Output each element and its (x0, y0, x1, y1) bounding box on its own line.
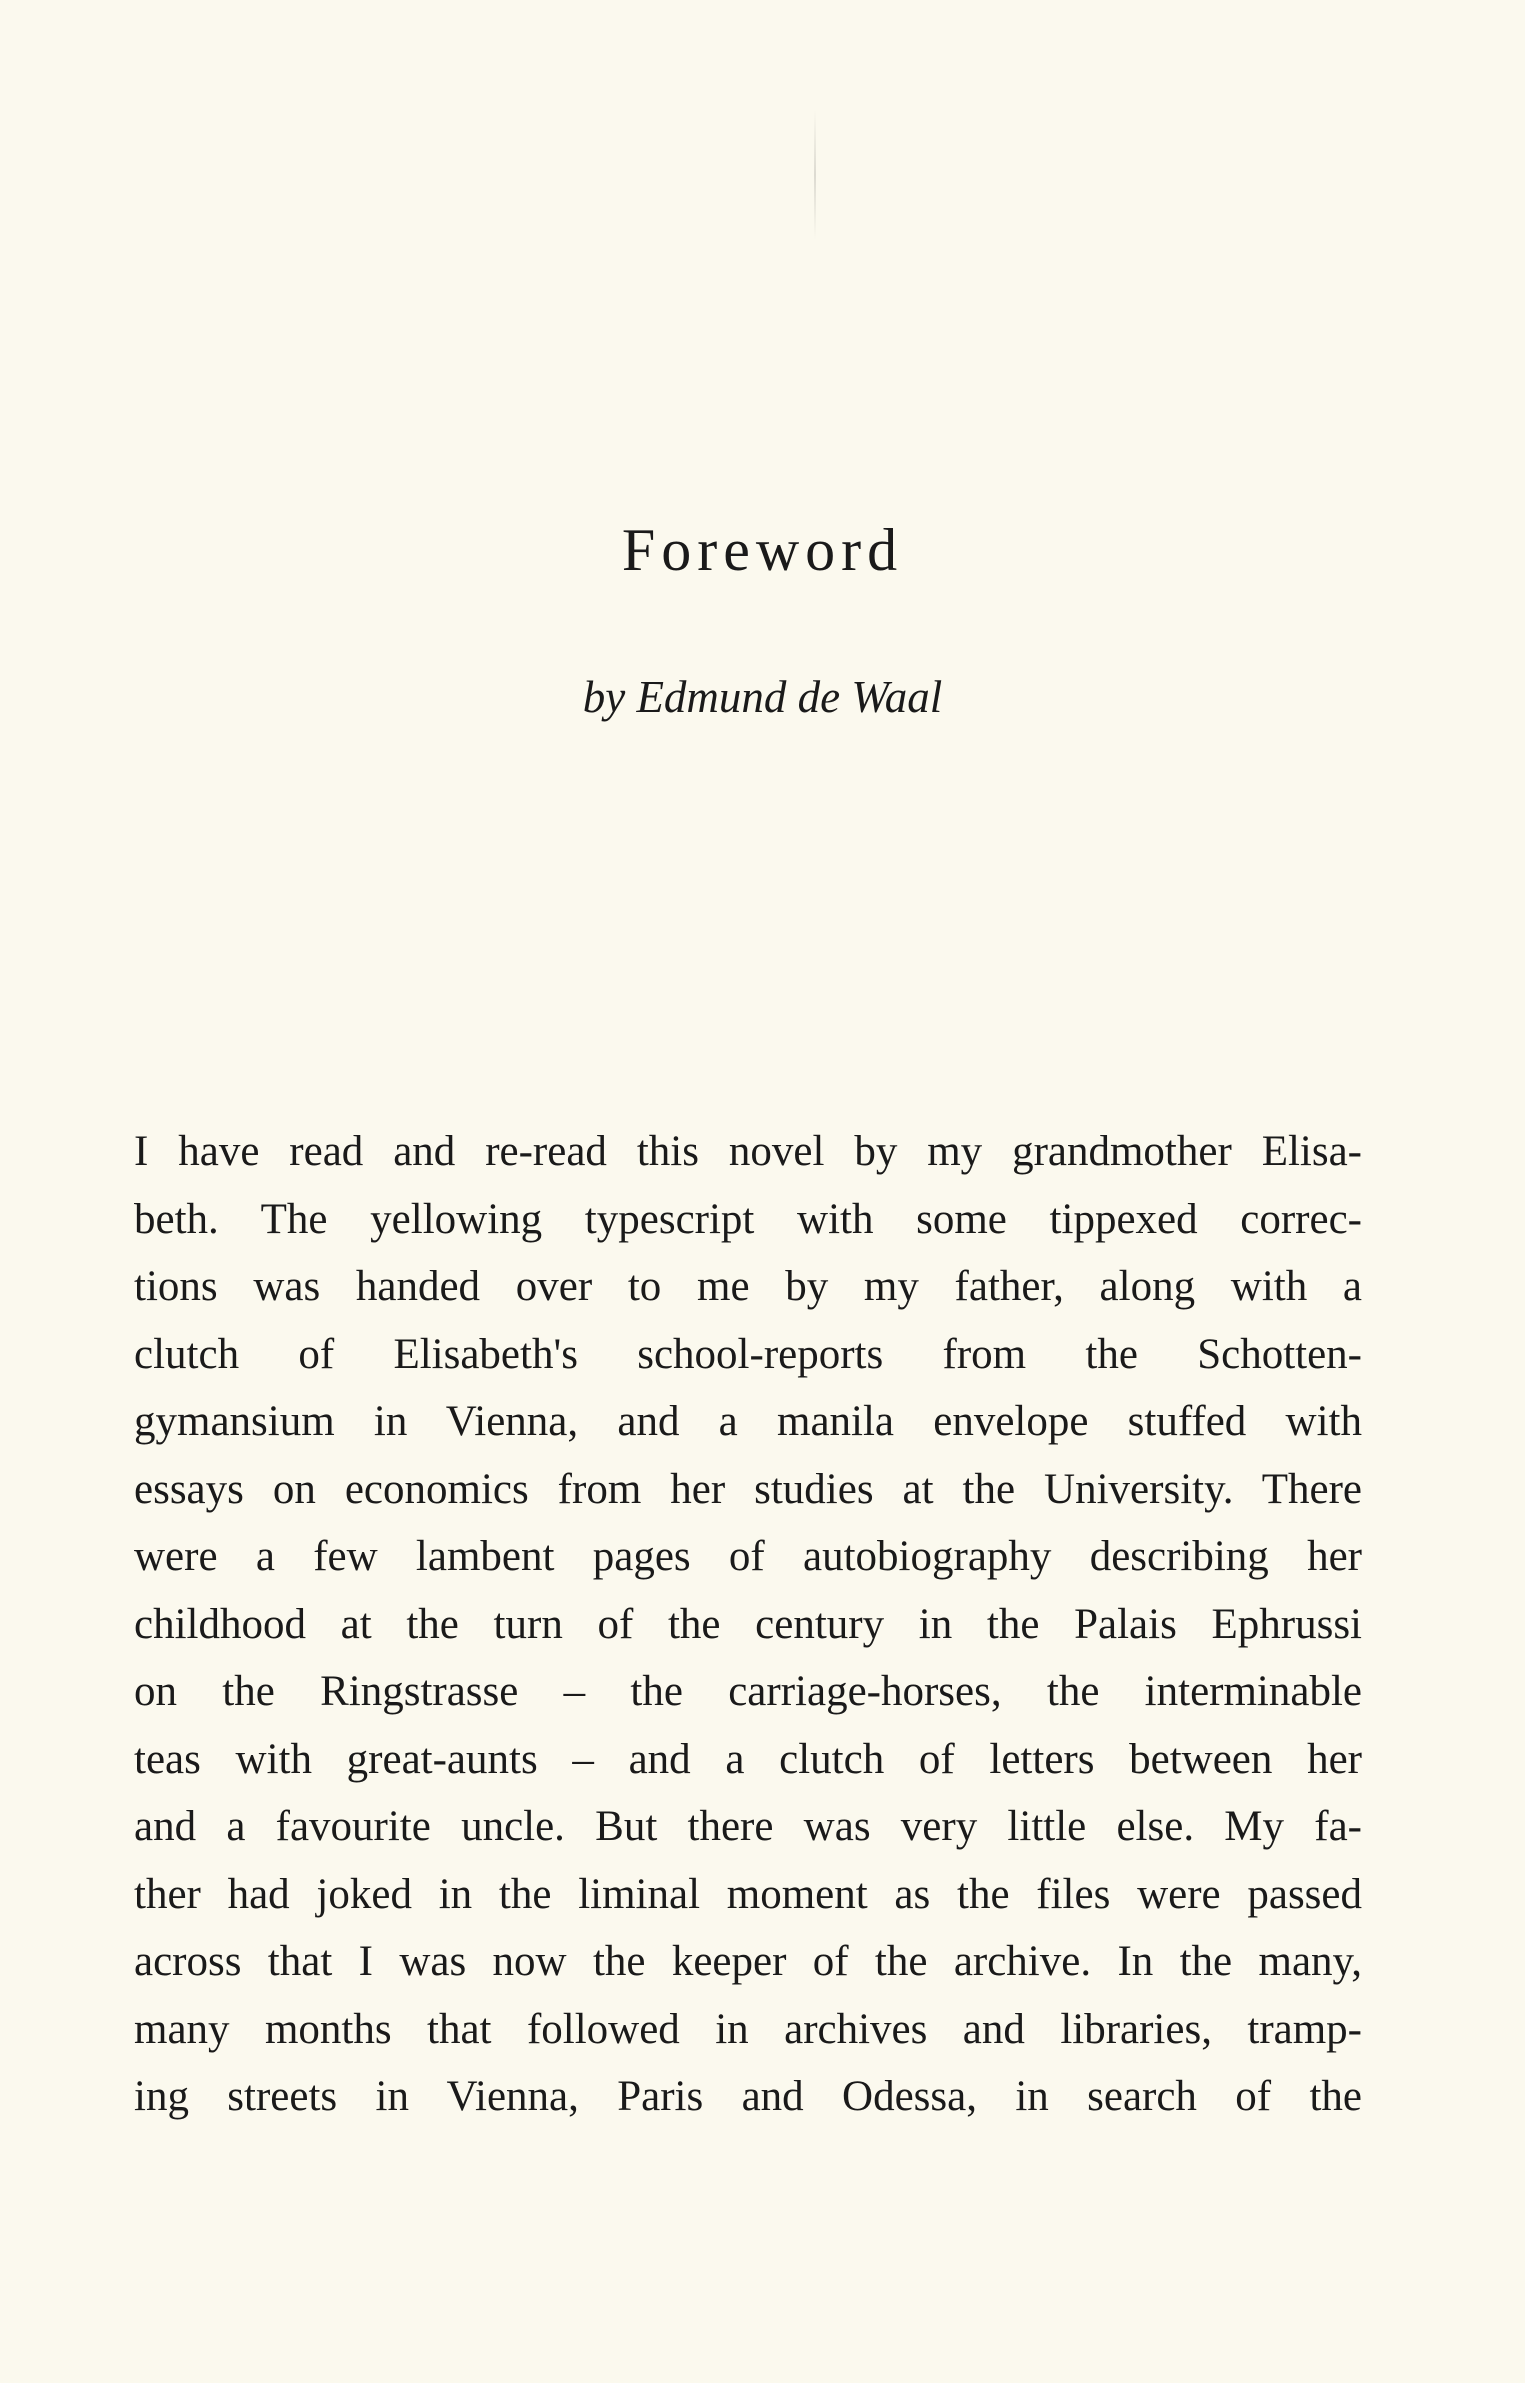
text-line: and a favourite uncle. But there was very little else. My fa- (134, 1803, 1362, 1850)
chapter-title: Foreword (621, 517, 904, 583)
text-line: gymansium in Vienna, and a manila envelope stuffed with (134, 1398, 1362, 1445)
text-line: clutch of Elisabeth's school-reports from the Schotten- (134, 1330, 1362, 1378)
text-line: on the Ringstrasse – the carriage-horses, the interminable (134, 1668, 1362, 1715)
text-line: I have read and re-read this novel by my grandmother Elisa- (134, 1128, 1362, 1175)
text-line: ther had joked in the liminal moment as the files were passed (134, 1870, 1362, 1918)
text-line: beth. The yellowing typescript with some tippexed correc- (134, 1195, 1362, 1243)
text-line: many months that followed in archives and libraries, tramp- (134, 2005, 1362, 2053)
text-line: essays on economics from her studies at the University. There (134, 1465, 1362, 1513)
text-line: tions was handed over to me by my father, along with a (134, 1263, 1362, 1310)
author-byline: by Edmund de Waal (582, 672, 943, 722)
text-line: teas with great-aunts – and a clutch of letters between her (134, 1735, 1362, 1783)
text-line: ing streets in Vienna, Paris and Odessa, in search of the (134, 2073, 1362, 2120)
foreword-body (134, 1118, 1362, 2131)
text-line: were a few lambent pages of autobiography describing her (134, 1533, 1362, 1580)
text-line: childhood at the turn of the century in the Palais Ephrussi (134, 1600, 1362, 1648)
text-line: across that I was now the keeper of the archive. In the many, (134, 1938, 1362, 1985)
page-crease (814, 110, 816, 240)
